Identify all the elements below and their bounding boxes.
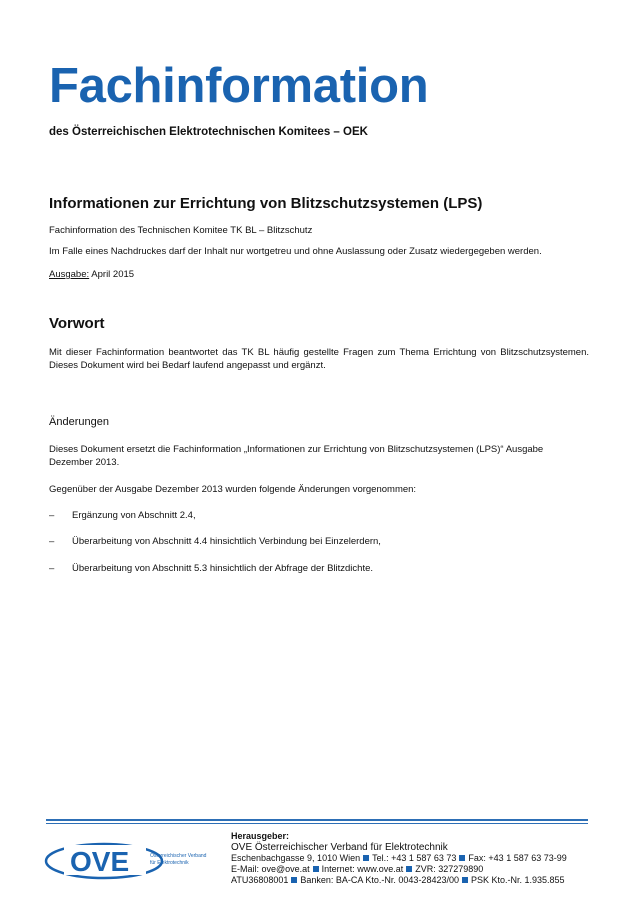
changes-intro: Gegenüber der Ausgabe Dezember 2013 wurden folgende Änderungen vorgenommen: [49,484,417,495]
page-title: Fachinformation [49,59,429,113]
publisher-label: Herausgeber: [231,831,290,841]
reprint-note: Im Falle eines Nachdruckes darf der Inhalt nur wortgetreu und ohne Auslassung oder Zusatz wiedergegeben werden. [49,246,542,257]
page-subtitle: des Österreichischen Elektrotechnischen Komitees – OEK [49,126,368,138]
atu: ATU36808001 [231,875,289,885]
zvr: ZVR: 327279890 [415,864,484,874]
ove-logo [42,835,222,885]
separator-square-icon [462,877,468,883]
issue-value: April 2015 [91,269,135,280]
document-title: Informationen zur Errichtung von Blitzschutzsystemen (LPS) [49,195,483,212]
banks: Banken: BA-CA Kto.-Nr. 0043-28423/00 [300,875,459,885]
logo-tagline-1: Österreichischer Verband [150,853,207,859]
list-item-text: Überarbeitung von Abschnitt 5.3 hinsichtlich der Abfrage der Blitzdichte. [72,563,374,574]
changes-replaces-text: Dieses Dokument ersetzt die Fachinformation „Informationen zur Errichtung von Blitzschutzsystemen (LPS)“ Ausgabe Dezember 2013. [49,444,544,468]
footer-contact-line-2 [231,864,567,875]
issue-label: Ausgabe: [49,269,90,280]
list-item [49,536,381,547]
email: E-Mail: ove@ove.at [231,864,310,874]
list-item-text: Ergänzung von Abschnitt 2.4, [72,510,196,521]
separator-square-icon [291,877,297,883]
address: Eschenbachgasse 9, 1010 Wien [231,853,361,863]
logo-tagline-2: für Elektrotechnik [150,860,189,866]
separator-square-icon [406,866,412,872]
footer-contact-line-3 [231,875,567,886]
footer-divider-thin [46,823,588,824]
changes-heading: Änderungen [49,416,109,428]
dash-marker: – [49,563,55,574]
dash-marker: – [49,510,55,521]
list-item [49,563,373,574]
separator-square-icon [459,855,465,861]
foreword-text: Mit dieser Fachinformation beantwortet das TK BL häufig gestellte Fragen zum Thema Errichtung von Blitzschutzsystemen. Dieses Dokument wird bei Bedarf laufend angepasst und ergänzt. [49,347,589,371]
footer-divider [46,819,588,821]
footer-contact-line-1 [231,853,567,864]
issue-line [49,269,134,280]
list-item-text: Überarbeitung von Abschnitt 4.4 hinsichtlich Verbindung bei Einzelerdern, [72,536,381,547]
publisher-name: OVE Österreichischer Verband für Elektrotechnik [231,842,448,853]
phone: Tel.: +43 1 587 63 73 [372,853,457,863]
separator-square-icon [363,855,369,861]
fax: Fax: +43 1 587 63 73-99 [468,853,567,863]
separator-square-icon [313,866,319,872]
list-item [49,510,196,521]
psk: PSK Kto.-Nr. 1.935.855 [470,875,565,885]
footer-publisher-block [231,831,567,886]
internet: Internet: www.ove.at [321,864,404,874]
foreword-heading: Vorwort [49,315,105,332]
committee-line: Fachinformation des Technischen Komitee TK BL – Blitzschutz [49,225,313,236]
logo-text: OVE [70,846,130,877]
dash-marker: – [49,536,55,547]
